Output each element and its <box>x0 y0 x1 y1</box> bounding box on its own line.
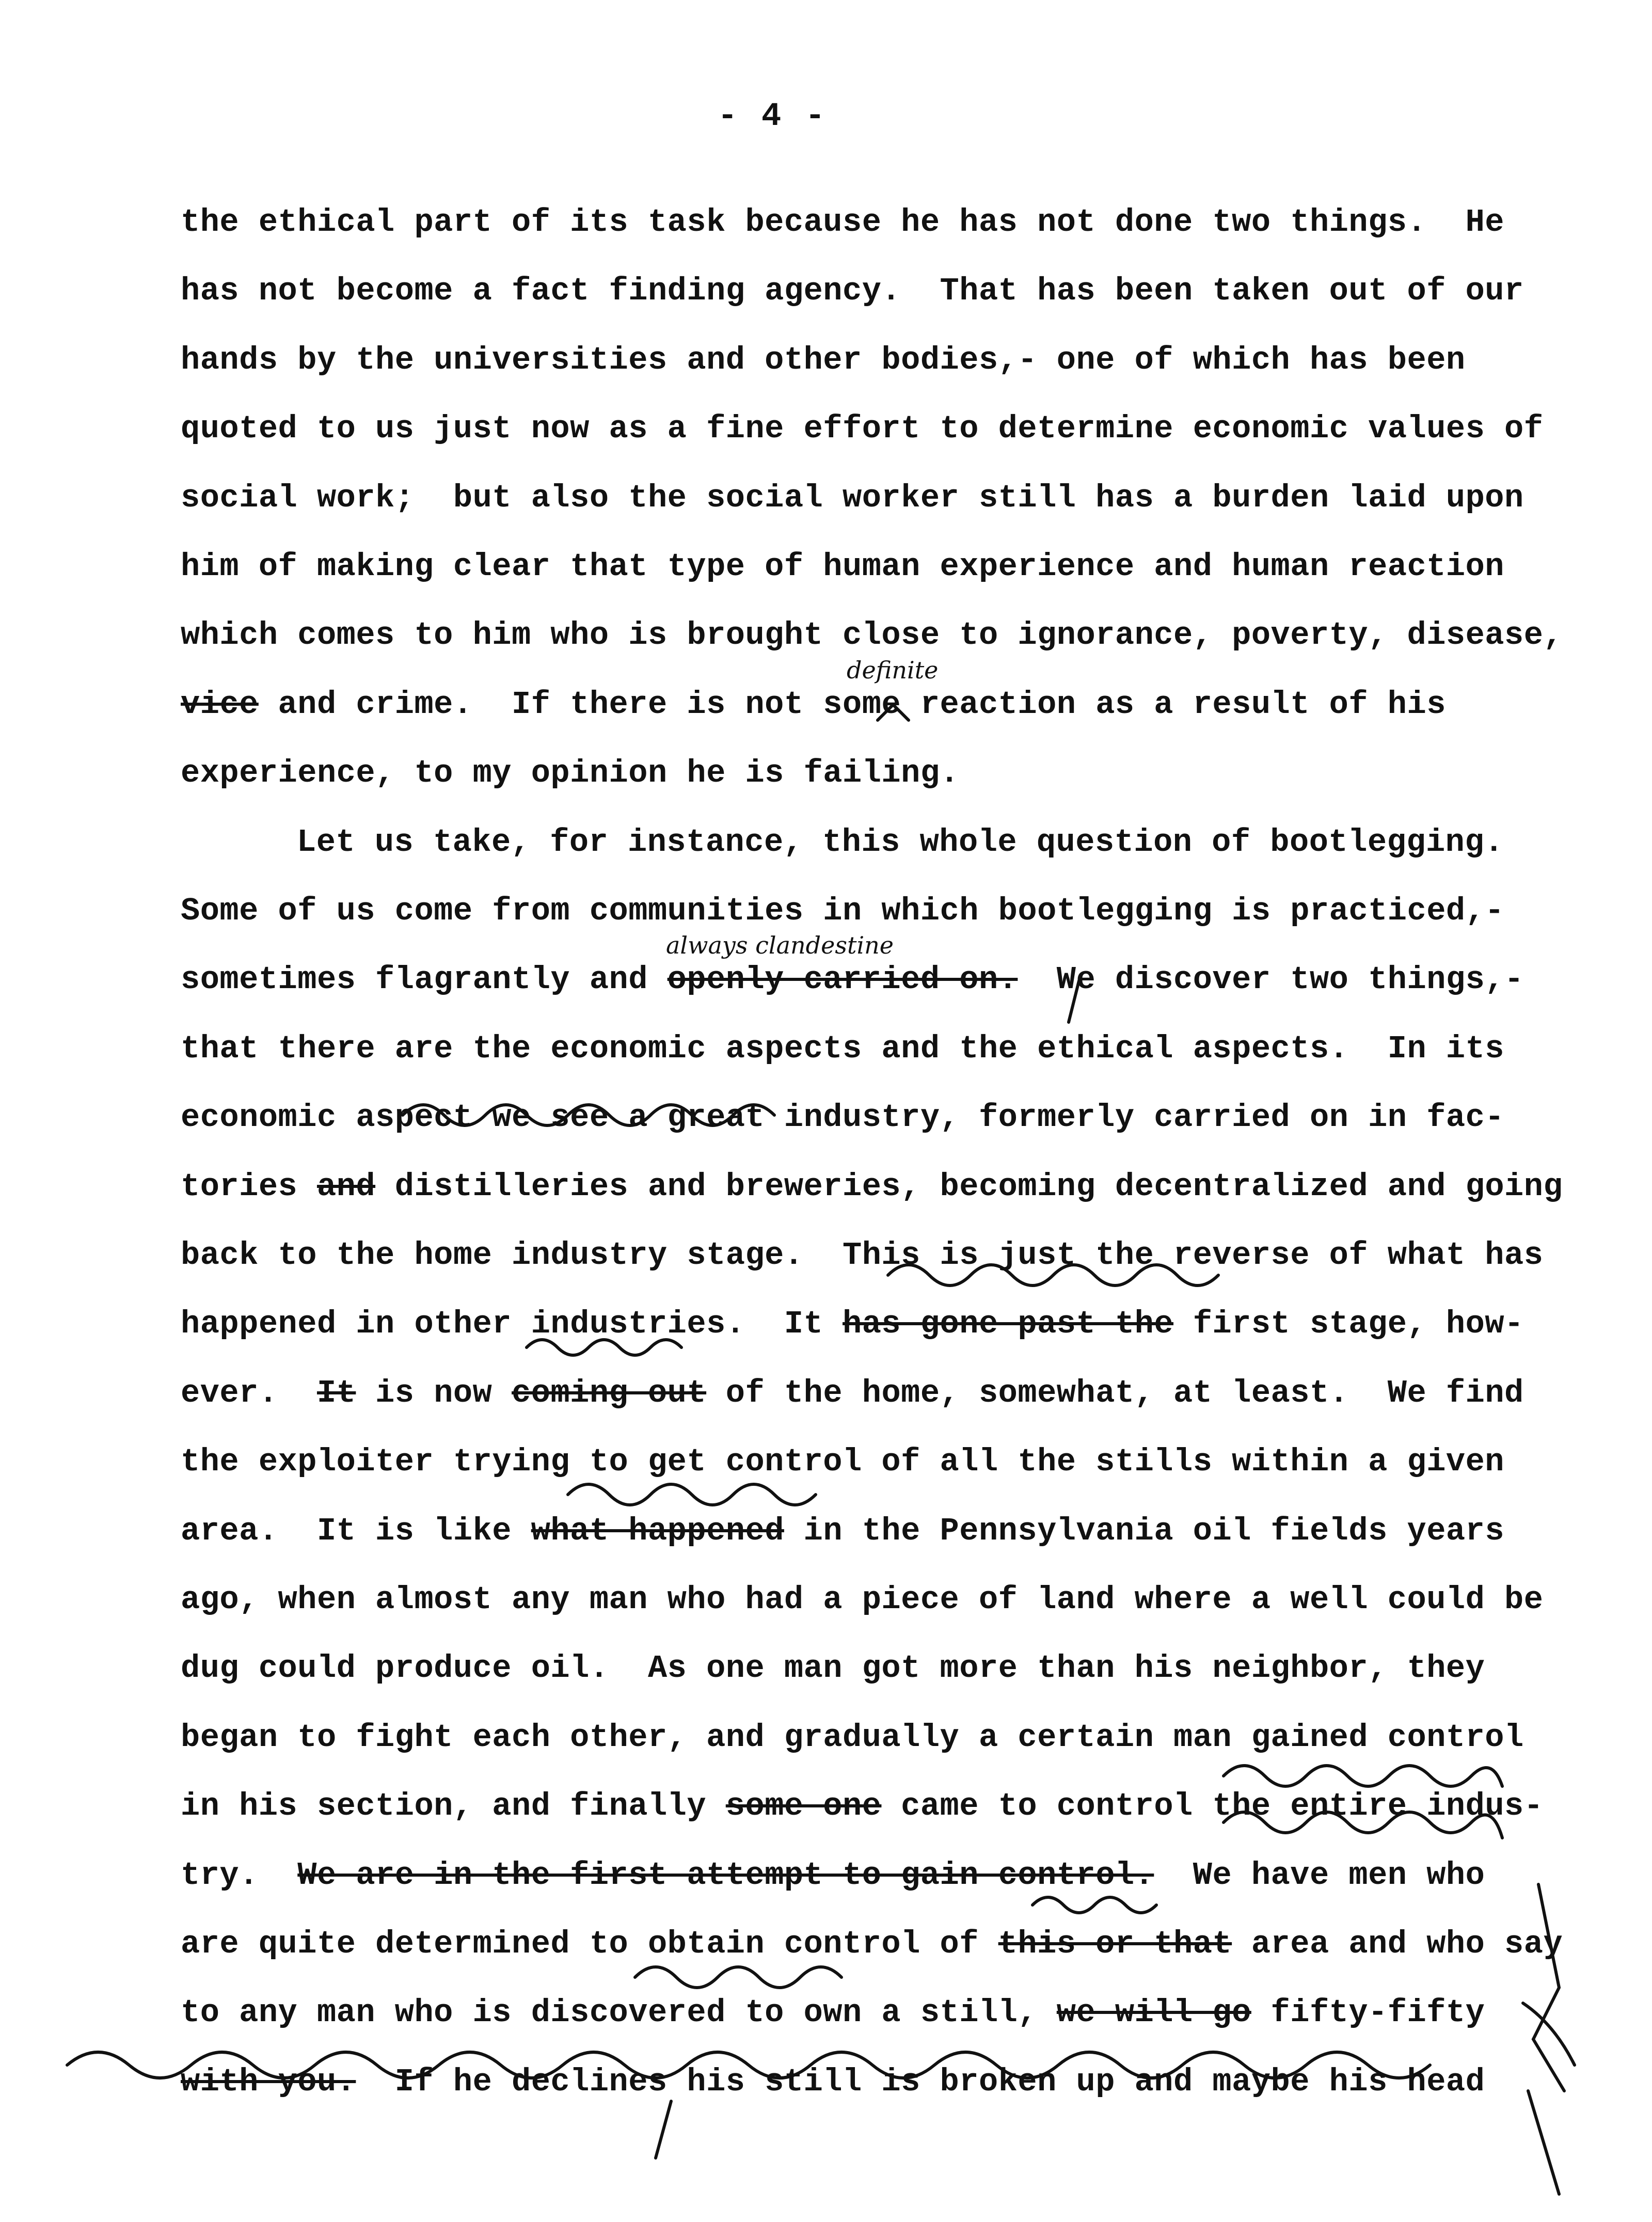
handwritten-scribble <box>1224 1766 1502 1786</box>
text-segment: If he declines his still is broken up and maybe his head <box>356 2063 1485 2100</box>
text-line <box>181 1650 1485 1687</box>
text-line <box>181 1581 1543 1618</box>
text-segment: and crime. If there is not some reaction as a result of his <box>258 686 1446 723</box>
struck-text: We are in the first attempt to gain control. <box>297 1856 1154 1894</box>
text-segment: that there are the economic aspects and the ethical aspects. In its <box>181 1030 1505 1067</box>
text-line <box>181 1306 1524 1343</box>
text-segment: came to control the entire indus- <box>881 1788 1544 1825</box>
text-segment: ago, when almost any man who had a piece of land where a well could be <box>181 1581 1544 1618</box>
struck-text: some one <box>725 1788 882 1825</box>
text-segment: Some of us come from communities in which bootlegging is practiced,- <box>181 893 1505 929</box>
struck-text: and <box>316 1168 376 1205</box>
struck-text: vice <box>181 686 259 723</box>
text-line <box>181 273 1524 310</box>
handwritten-scribble <box>635 1967 841 1988</box>
text-segment: experience, to my opinion he is failing. <box>181 755 960 792</box>
text-line <box>181 410 1543 448</box>
text-line <box>181 617 1563 654</box>
text-line <box>181 961 1524 998</box>
text-segment: area. It is like <box>181 1512 531 1549</box>
text-segment: area and who say <box>1232 1926 1563 1962</box>
text-line <box>181 1788 1543 1825</box>
text-line <box>181 548 1504 585</box>
text-segment: tories <box>181 1168 317 1205</box>
text-line <box>181 1926 1563 1963</box>
text-segment: to any man who is discovered to own a still, <box>181 1994 1057 2031</box>
text-segment: distilleries and breweries, becoming decentralized and going <box>375 1168 1563 1205</box>
text-segment: has not become a fact finding agency. That has been taken out of our <box>181 273 1524 310</box>
struck-text: we will go <box>1056 1994 1251 2031</box>
text-line <box>181 686 1446 723</box>
struck-text: what happened <box>531 1512 784 1549</box>
text-segment: dug could produce oil. As one man got more than his neighbor, they <box>181 1650 1485 1687</box>
struck-text: this or that <box>998 1926 1232 1962</box>
handwritten-annotation-definite: definite <box>847 656 939 684</box>
text-segment: We have men who <box>1154 1856 1485 1894</box>
text-line <box>181 1375 1524 1412</box>
text-segment: back to the home industry stage. This is just the reverse of what has <box>181 1237 1544 1274</box>
text-line <box>181 2064 1485 2101</box>
text-line <box>181 204 1504 241</box>
text-segment: hands by the universities and other bodies,- one of which has been <box>181 341 1466 378</box>
text-line <box>181 480 1524 517</box>
text-line <box>181 893 1504 930</box>
text-segment: quoted to us just now as a fine effort to determine economic values of <box>181 410 1544 448</box>
struck-text: has gone past the <box>843 1306 1174 1343</box>
handwritten-scribble <box>568 1484 816 1505</box>
handwritten-scribble <box>1032 1897 1156 1913</box>
text-line <box>181 1030 1504 1068</box>
text-segment: We discover two things,- <box>1018 961 1524 998</box>
text-segment: of the home, somewhat, at least. We find <box>706 1374 1524 1411</box>
text-segment: Let us take, for instance, this whole question of bootlegging. <box>297 823 1504 861</box>
text-line <box>181 1857 1485 1894</box>
text-segment: try. <box>181 1856 298 1894</box>
text-line <box>181 1237 1543 1274</box>
text-line <box>181 1719 1524 1756</box>
text-segment: are quite determined to obtain control of <box>181 1926 998 1962</box>
page-number: - 4 - <box>718 98 828 135</box>
text-segment: fifty-fifty <box>1251 1994 1485 2031</box>
text-line <box>181 1099 1504 1136</box>
text-segment: began to fight each other, and gradually a certain man gained control <box>181 1719 1524 1756</box>
text-line <box>181 342 1466 379</box>
insertion-mark <box>656 2101 671 2158</box>
struck-text: openly carried on. <box>667 961 1018 998</box>
text-segment: in the Pennsylvania oil fields years <box>784 1512 1505 1549</box>
text-segment: economic aspect we see a great industry, formerly carried on in fac- <box>181 1099 1505 1136</box>
text-segment: happened in other industries. It <box>181 1306 843 1343</box>
text-line <box>181 1513 1504 1550</box>
text-segment: first stage, how- <box>1173 1306 1524 1343</box>
text-line <box>181 1994 1485 2031</box>
text-segment: ever. <box>181 1374 317 1411</box>
text-line <box>297 824 1504 861</box>
handwritten-annotation-clandestine: always clandestine <box>666 931 894 959</box>
text-segment: the ethical part of its task because he has not done two things. He <box>181 204 1505 241</box>
text-segment: the exploiter trying to get control of all the stills within a given <box>181 1443 1505 1481</box>
text-line <box>181 1443 1504 1481</box>
text-line <box>181 755 959 792</box>
struck-text: with you. <box>181 2063 356 2100</box>
text-segment: sometimes flagrantly and <box>181 961 668 998</box>
struck-text: It <box>316 1374 356 1411</box>
text-segment: in his section, and finally <box>181 1788 726 1825</box>
text-segment: social work; but also the social worker still has a burden laid upon <box>181 479 1524 516</box>
struck-text: coming out <box>512 1374 707 1411</box>
text-line <box>181 1168 1563 1205</box>
text-segment: which comes to him who is brought close to ignorance, poverty, disease, <box>181 617 1563 654</box>
text-segment: is now <box>356 1374 512 1411</box>
text-segment: him of making clear that type of human experience and human reaction <box>181 548 1505 585</box>
